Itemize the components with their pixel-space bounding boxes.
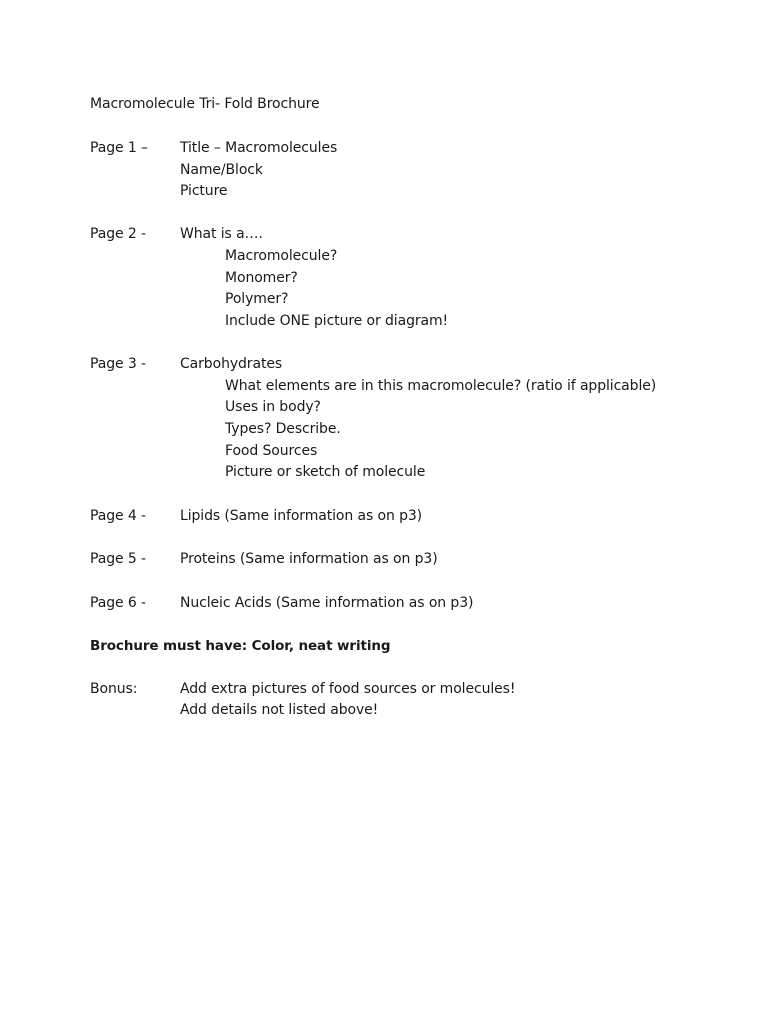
page-3-sub-line: Uses in body?	[225, 399, 321, 415]
bonus-line: Add extra pictures of food sources or molecules!	[180, 681, 516, 697]
page-2-line: What is a….	[180, 226, 263, 242]
page-3-label: Page 3 -	[90, 356, 146, 372]
page-2-label: Page 2 -	[90, 226, 146, 242]
requirement-text: Brochure must have: Color, neat writing	[90, 638, 391, 654]
page-2-sub-line: Include ONE picture or diagram!	[225, 313, 449, 329]
page-1-line: Title – Macromolecules	[180, 140, 338, 156]
page-1-line: Picture	[180, 183, 228, 199]
bonus-line: Add details not listed above!	[180, 702, 379, 718]
page-1-label: Page 1 –	[90, 140, 148, 156]
page-3-sub-line: What elements are in this macromolecule? (ratio if applicable)	[225, 378, 657, 394]
page-2-sub-line: Polymer?	[225, 291, 289, 307]
document-title: Macromolecule Tri- Fold Brochure	[90, 96, 320, 112]
page-3-sub-line: Types? Describe.	[225, 421, 341, 437]
page-6-line: Nucleic Acids (Same information as on p3)	[180, 595, 474, 611]
page-3-sub-line: Food Sources	[225, 443, 318, 459]
page-4-label: Page 4 -	[90, 508, 146, 524]
page-5-label: Page 5 -	[90, 551, 146, 567]
bonus-label: Bonus:	[90, 681, 138, 697]
page-3-sub-line: Picture or sketch of molecule	[225, 464, 426, 480]
page-2-sub-line: Monomer?	[225, 270, 298, 286]
page-5-line: Proteins (Same information as on p3)	[180, 551, 438, 567]
page-4-line: Lipids (Same information as on p3)	[180, 508, 423, 524]
page-1-line: Name/Block	[180, 162, 263, 178]
page-6-label: Page 6 -	[90, 595, 146, 611]
page-3-line: Carbohydrates	[180, 356, 283, 372]
page-2-sub-line: Macromolecule?	[225, 248, 338, 264]
